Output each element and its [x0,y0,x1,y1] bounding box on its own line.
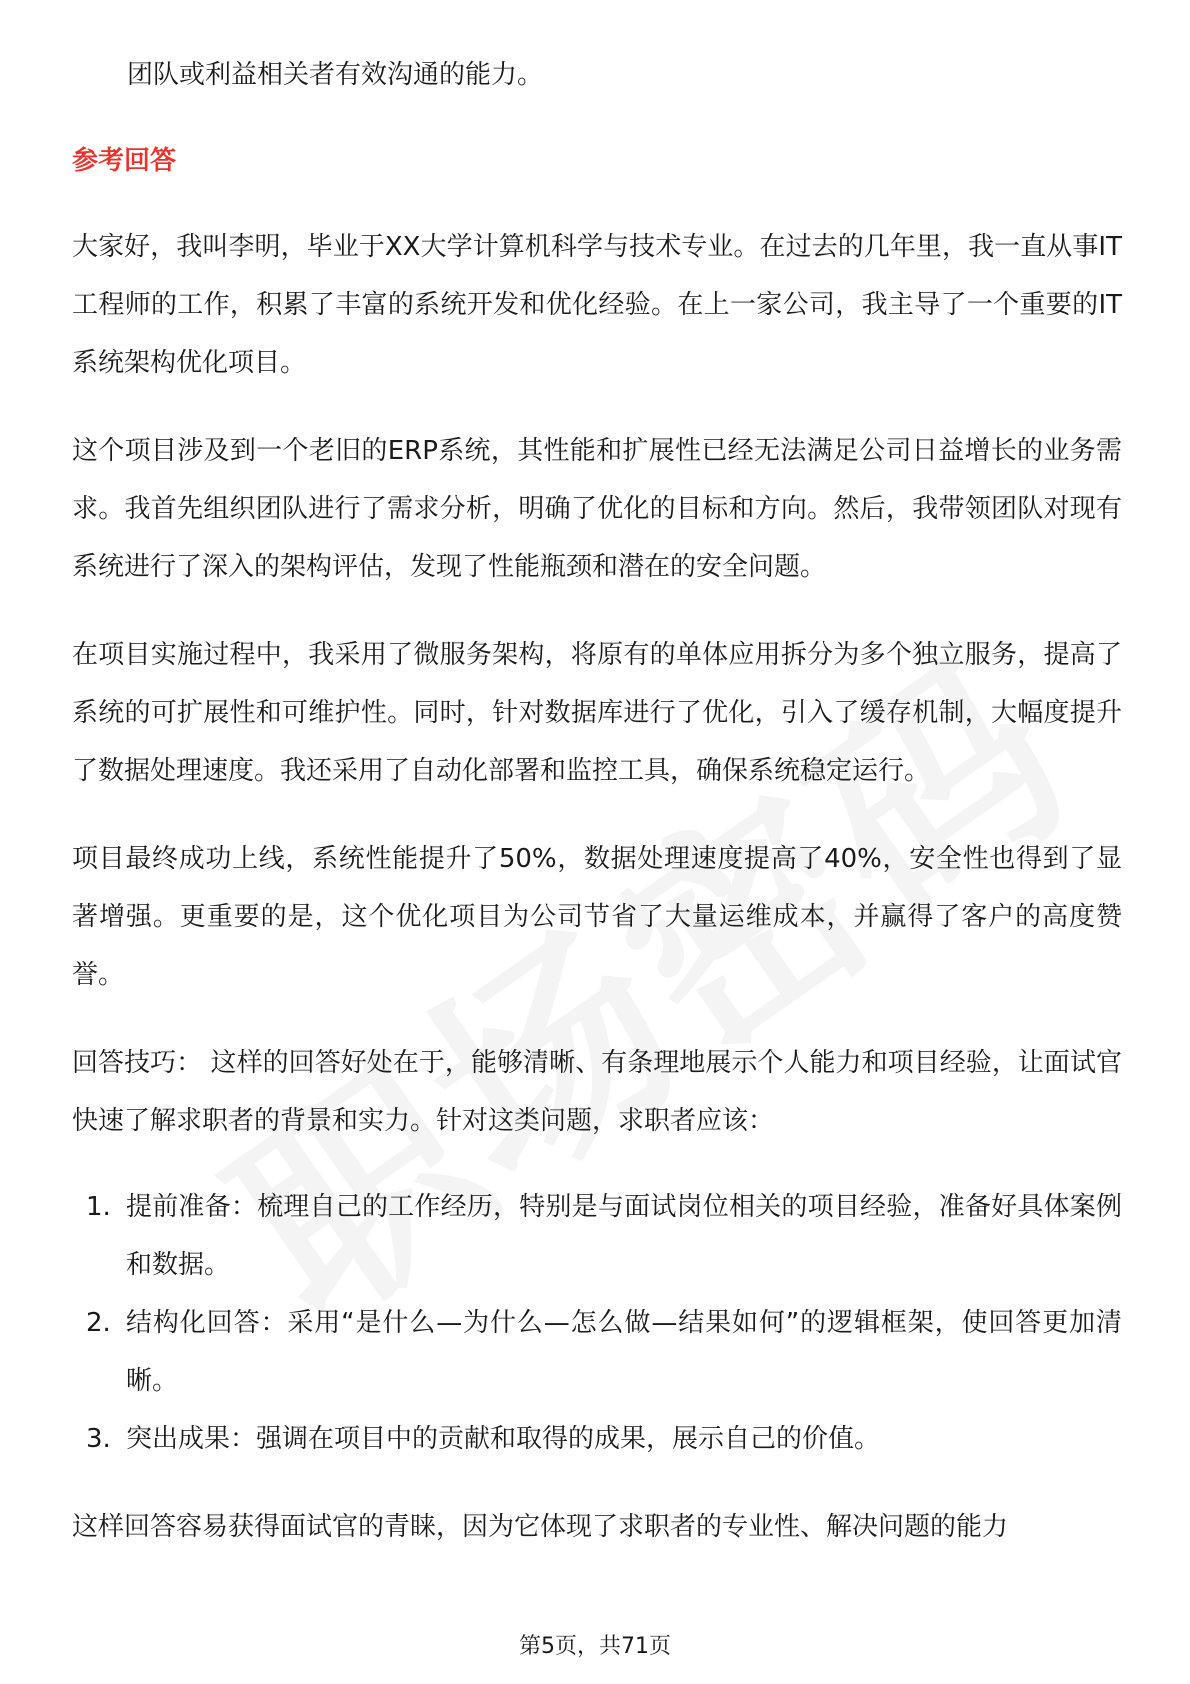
intro-fragment: 团队或利益相关者有效沟通的能力。 [127,60,544,90]
list-text: 结构化回答：采用“是什么—为什么—怎么做—结果如何”的逻辑框架，使回答更加清晰。 [126,1308,1122,1396]
paragraph-tips-intro: 回答技巧： 这样的回答好处在于，能够清晰、有条理地展示个人能力和项目经验，让面试官快速了解求职者的背景和实力。针对这类问题，求职者应该： [72,1048,1122,1136]
paragraph-implementation: 在项目实施过程中，我采用了微服务架构，将原有的单体应用拆分为多个独立服务，提高了系统的可扩展性和可维护性。同时，针对数据库进行了优化，引入了缓存机制，大幅度提升了数据处理速度。我还采用了自动化部署和监控工具，确保系统稳定运行。 [72,640,1122,786]
list-number: 1. [86,1192,111,1222]
list-item [72,1178,1122,1294]
section-heading: 参考回答 [72,146,177,176]
page-content [72,46,1122,1556]
list-number: 3. [86,1424,111,1454]
list-text: 提前准备：梳理自己的工作经历，特别是与面试岗位相关的项目经验，准备好具体案例和数据。 [126,1192,1122,1280]
paragraph-intro: 大家好，我叫李明，毕业于XX大学计算机科学与技术专业。在过去的几年里，我一直从事IT工程师的工作，积累了丰富的系统开发和优化经验。在上一家公司，我主导了一个重要的IT系统架构优化项目。 [72,232,1122,378]
tips-list [72,1178,1122,1468]
paragraph-project: 这个项目涉及到一个老旧的ERP系统，其性能和扩展性已经无法满足公司日益增长的业务需求。我首先组织团队进行了需求分析，明确了优化的目标和方向。然后，我带领团队对现有系统进行了深入的架构评估，发现了性能瓶颈和潜在的安全问题。 [72,436,1122,582]
list-text: 突出成果：强调在项目中的贡献和取得的成果，展示自己的价值。 [126,1424,881,1454]
page-number: 第5页，共71页 [519,1634,671,1659]
list-number: 2. [86,1308,111,1338]
list-item [72,1410,1122,1468]
closing-fragment: 这样回答容易获得面试官的青睐，因为它体现了求职者的专业性、解决问题的能力 [72,1512,1009,1542]
list-item [72,1294,1122,1410]
paragraph-results: 项目最终成功上线，系统性能提升了50%，数据处理速度提高了40%，安全性也得到了显著增强。更重要的是，这个优化项目为公司节省了大量运维成本，并赢得了客户的高度赞誉。 [72,844,1122,990]
